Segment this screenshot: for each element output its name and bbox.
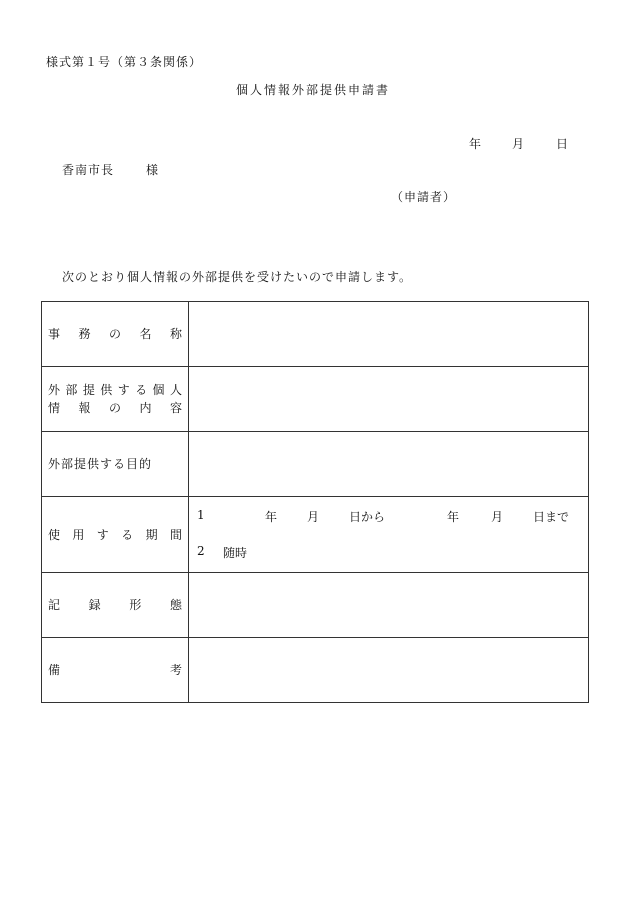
label-char: 個 [152, 383, 165, 397]
field-purpose[interactable] [189, 432, 589, 497]
label-char: 提 [82, 383, 95, 397]
period-to-day: 日まで [533, 509, 570, 524]
label-char: 態 [169, 598, 182, 612]
table-row-record-format [42, 573, 589, 638]
field-remarks[interactable] [189, 638, 589, 703]
field-record-format[interactable] [189, 573, 589, 638]
label-info-content [42, 367, 189, 432]
label-char: る [121, 527, 134, 542]
label-char: 務 [78, 327, 91, 341]
form-number: 様式第１号（第３条関係） [46, 55, 203, 69]
label-char: の [108, 327, 121, 341]
period-anytime-label: 随時 [223, 545, 248, 560]
label-char: 容 [169, 401, 182, 415]
label-char: 備 [48, 663, 61, 677]
label-char: 形 [129, 598, 142, 612]
label-char: 称 [169, 327, 182, 341]
addressee-name: 香南市長 [62, 163, 115, 177]
table-row-purpose [42, 432, 589, 497]
label-char: 供 [100, 383, 113, 397]
period-from-month: 月 [307, 509, 320, 524]
period-to-month: 月 [491, 509, 504, 524]
field-period[interactable] [189, 497, 589, 573]
label-char: 情 [48, 401, 61, 415]
period-option-range [189, 506, 588, 528]
label-char: す [96, 527, 109, 542]
label-record-format [42, 573, 189, 638]
period-to-year: 年 [447, 509, 460, 524]
label-char: 部 [65, 383, 78, 397]
date-day-label: 日 [556, 137, 569, 151]
table-row-business-name [42, 302, 589, 367]
field-info-content[interactable] [189, 367, 589, 432]
label-char: 用 [72, 527, 85, 542]
label-char: 間 [169, 527, 182, 542]
period-option-number: 2 [197, 543, 205, 558]
label-period [42, 497, 189, 573]
label-remarks [42, 638, 189, 703]
label-char: 報 [78, 401, 91, 415]
intro-text: 次のとおり個人情報の外部提供を受けたいので申請します。 [62, 270, 413, 284]
label-char: 事 [48, 327, 61, 341]
label-char: る [135, 383, 148, 397]
applicant-label: （申請者） [391, 190, 457, 204]
date-year-label: 年 [469, 137, 482, 151]
label-char: 録 [88, 598, 101, 612]
table-row-remarks [42, 638, 589, 703]
label-char: 内 [139, 401, 152, 415]
period-from-year: 年 [265, 509, 278, 524]
label-char: す [117, 383, 130, 397]
application-form-table [41, 301, 589, 703]
label-purpose: 外部提供する目的 [42, 432, 189, 497]
field-business-name[interactable] [189, 302, 589, 367]
label-char: 使 [48, 527, 61, 542]
label-char: 考 [169, 663, 182, 677]
addressee-honorific: 様 [146, 163, 159, 177]
label-business-name [42, 302, 189, 367]
label-char: 期 [145, 527, 158, 542]
table-row-period [42, 497, 589, 573]
date-month-label: 月 [512, 137, 525, 151]
table-row-info-content [42, 367, 589, 432]
period-option-number: 1 [197, 507, 205, 522]
document-title: 個人情報外部提供申請書 [236, 83, 391, 97]
label-char: 人 [169, 383, 182, 397]
period-option-anytime [189, 542, 588, 564]
label-char: の [108, 401, 121, 415]
period-from-day: 日から [349, 509, 386, 524]
label-char: 外 [48, 383, 61, 397]
label-char: 記 [48, 598, 61, 612]
label-char: 名 [139, 327, 152, 341]
